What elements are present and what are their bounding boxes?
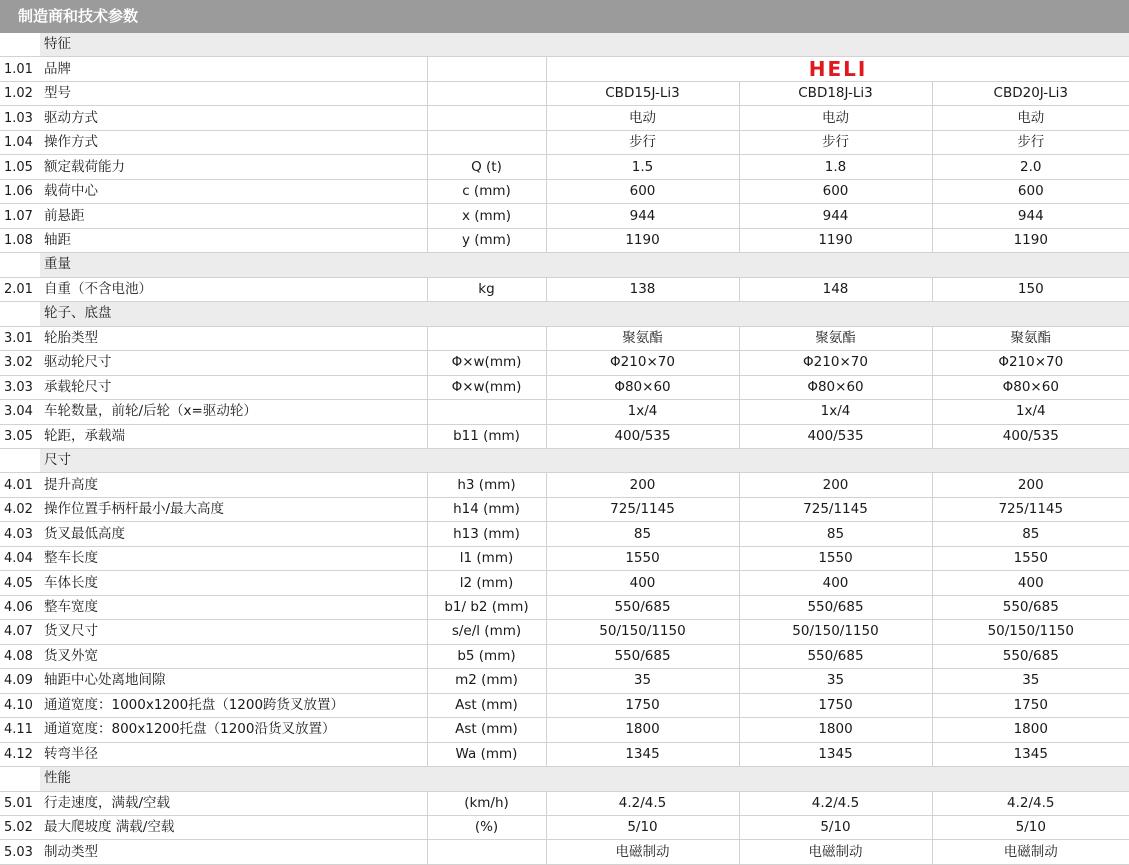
parameter-unit: kg — [427, 277, 546, 301]
row-number: 4.12 — [0, 742, 40, 766]
model-value-3: 725/1145 — [932, 497, 1129, 521]
parameter-name: 车轮数量，前轮/后轮（x=驱动轮） — [40, 400, 427, 424]
model-value-2: 1800 — [739, 718, 932, 742]
section-row — [0, 302, 1129, 326]
parameter-name: 车体长度 — [40, 571, 427, 595]
model-value-1: 5/10 — [546, 816, 739, 840]
model-value-2: 1x/4 — [739, 400, 932, 424]
table-row — [0, 718, 1129, 742]
model-value-3: 200 — [932, 473, 1129, 497]
model-value-3: 550/685 — [932, 595, 1129, 619]
row-number: 3.05 — [0, 424, 40, 448]
parameter-unit: Q (t) — [427, 155, 546, 179]
parameter-name: 行走速度，满载/空载 — [40, 791, 427, 815]
parameter-name: 轴距 — [40, 228, 427, 252]
model-value-3: 聚氨酯 — [932, 326, 1129, 350]
parameter-name: 操作位置手柄杆最小/最大高度 — [40, 497, 427, 521]
row-number: 4.06 — [0, 595, 40, 619]
model-value-2: 电动 — [739, 106, 932, 130]
model-value-3: 1800 — [932, 718, 1129, 742]
model-value-1: 725/1145 — [546, 497, 739, 521]
row-number: 1.04 — [0, 130, 40, 154]
model-value-2: Φ210×70 — [739, 351, 932, 375]
table-row — [0, 81, 1129, 105]
parameter-unit — [427, 81, 546, 105]
parameter-unit: Φ×w(mm) — [427, 375, 546, 399]
parameter-unit: l1 (mm) — [427, 546, 546, 570]
row-number: 5.01 — [0, 791, 40, 815]
row-number: 4.03 — [0, 522, 40, 546]
parameter-name: 货叉最低高度 — [40, 522, 427, 546]
spec-sheet — [0, 33, 1129, 865]
section-row — [0, 33, 1129, 57]
parameter-unit: Wa (mm) — [427, 742, 546, 766]
model-value-1: CBD15J-Li3 — [546, 81, 739, 105]
table-row — [0, 840, 1129, 864]
model-value-2: 聚氨酯 — [739, 326, 932, 350]
model-value-2: 550/685 — [739, 595, 932, 619]
parameter-unit: b11 (mm) — [427, 424, 546, 448]
model-value-1: 聚氨酯 — [546, 326, 739, 350]
model-value-1: 50/150/1150 — [546, 620, 739, 644]
model-value-3: 600 — [932, 179, 1129, 203]
parameter-unit: h14 (mm) — [427, 497, 546, 521]
table-title: 制造商和技术参数 — [18, 7, 139, 25]
table-row — [0, 351, 1129, 375]
model-value-1: 1550 — [546, 546, 739, 570]
model-value-1: 1.5 — [546, 155, 739, 179]
section-label: 特征 — [40, 33, 1129, 57]
parameter-name: 前悬距 — [40, 204, 427, 228]
parameter-unit: h13 (mm) — [427, 522, 546, 546]
parameter-name: 货叉尺寸 — [40, 620, 427, 644]
parameter-name: 轴距中心处离地间隙 — [40, 669, 427, 693]
model-value-1: 400/535 — [546, 424, 739, 448]
model-value-3: 1190 — [932, 228, 1129, 252]
table-row — [0, 57, 1129, 81]
model-value-1: 电动 — [546, 106, 739, 130]
section-label: 尺寸 — [40, 448, 1129, 472]
section-row — [0, 448, 1129, 472]
model-value-1: 步行 — [546, 130, 739, 154]
parameter-unit — [427, 130, 546, 154]
model-value-2: 50/150/1150 — [739, 620, 932, 644]
model-value-3: 1345 — [932, 742, 1129, 766]
row-number — [0, 767, 40, 791]
model-value-1: 1750 — [546, 693, 739, 717]
parameter-name: 通道宽度：800x1200托盘（1200沿货叉放置） — [40, 718, 427, 742]
row-number: 2.01 — [0, 277, 40, 301]
parameter-name: 轮距，承载端 — [40, 424, 427, 448]
model-value-2: 35 — [739, 669, 932, 693]
table-row — [0, 742, 1129, 766]
model-value-1: 944 — [546, 204, 739, 228]
table-row — [0, 644, 1129, 668]
parameter-unit: b1/ b2 (mm) — [427, 595, 546, 619]
table-row — [0, 571, 1129, 595]
model-value-3: 944 — [932, 204, 1129, 228]
model-value-1: 200 — [546, 473, 739, 497]
row-number: 1.05 — [0, 155, 40, 179]
section-label: 轮子、底盘 — [40, 302, 1129, 326]
row-number: 4.04 — [0, 546, 40, 570]
parameter-name: 轮胎类型 — [40, 326, 427, 350]
model-value-3: 电动 — [932, 106, 1129, 130]
model-value-1: Φ210×70 — [546, 351, 739, 375]
table-row — [0, 791, 1129, 815]
parameter-name: 最大爬坡度 满载/空载 — [40, 816, 427, 840]
model-value-3: Φ80×60 — [932, 375, 1129, 399]
parameter-unit — [427, 106, 546, 130]
model-value-2: 550/685 — [739, 644, 932, 668]
model-value-1: Φ80×60 — [546, 375, 739, 399]
table-row — [0, 522, 1129, 546]
model-value-3: 步行 — [932, 130, 1129, 154]
model-value-1: 550/685 — [546, 595, 739, 619]
model-value-3: 5/10 — [932, 816, 1129, 840]
model-value-2: 400 — [739, 571, 932, 595]
parameter-unit — [427, 57, 546, 81]
parameter-name: 驱动轮尺寸 — [40, 351, 427, 375]
model-value-2: CBD18J-Li3 — [739, 81, 932, 105]
parameter-unit: Ast (mm) — [427, 693, 546, 717]
parameter-name: 制动类型 — [40, 840, 427, 864]
model-value-2: 85 — [739, 522, 932, 546]
table-row — [0, 400, 1129, 424]
parameter-unit: x (mm) — [427, 204, 546, 228]
row-number: 1.03 — [0, 106, 40, 130]
model-value-2: 600 — [739, 179, 932, 203]
table-row — [0, 595, 1129, 619]
table-row — [0, 204, 1129, 228]
model-value-3: 1550 — [932, 546, 1129, 570]
model-value-1: 1190 — [546, 228, 739, 252]
parameter-name: 整车长度 — [40, 546, 427, 570]
table-row — [0, 277, 1129, 301]
parameter-unit: m2 (mm) — [427, 669, 546, 693]
model-value-1: 600 — [546, 179, 739, 203]
model-value-3: 电磁制动 — [932, 840, 1129, 864]
parameter-name: 转弯半径 — [40, 742, 427, 766]
row-number: 3.02 — [0, 351, 40, 375]
section-label: 性能 — [40, 767, 1129, 791]
table-row — [0, 155, 1129, 179]
model-value-2: Φ80×60 — [739, 375, 932, 399]
section-row — [0, 767, 1129, 791]
model-value-2: 1.8 — [739, 155, 932, 179]
model-value-3: 550/685 — [932, 644, 1129, 668]
model-value-1: 电磁制动 — [546, 840, 739, 864]
parameter-name: 提升高度 — [40, 473, 427, 497]
table-row — [0, 106, 1129, 130]
model-value-1: 35 — [546, 669, 739, 693]
row-number: 4.09 — [0, 669, 40, 693]
row-number: 4.07 — [0, 620, 40, 644]
model-value-2: 5/10 — [739, 816, 932, 840]
parameter-unit: (%) — [427, 816, 546, 840]
model-value-1: 138 — [546, 277, 739, 301]
parameter-unit: s/e/l (mm) — [427, 620, 546, 644]
model-value-2: 1550 — [739, 546, 932, 570]
parameter-name: 通道宽度：1000x1200托盘（1200跨货叉放置） — [40, 693, 427, 717]
model-value-2: 148 — [739, 277, 932, 301]
table-row — [0, 326, 1129, 350]
parameter-unit: Ast (mm) — [427, 718, 546, 742]
model-value-2: 400/535 — [739, 424, 932, 448]
parameter-name: 整车宽度 — [40, 595, 427, 619]
table-row — [0, 228, 1129, 252]
row-number — [0, 253, 40, 277]
row-number: 1.01 — [0, 57, 40, 81]
table-row — [0, 669, 1129, 693]
row-number — [0, 302, 40, 326]
table-row — [0, 816, 1129, 840]
parameter-name: 自重（不含电池） — [40, 277, 427, 301]
model-value-3: 1750 — [932, 693, 1129, 717]
model-value-2: 1750 — [739, 693, 932, 717]
section-row — [0, 253, 1129, 277]
spec-table — [0, 33, 1129, 865]
row-number: 4.10 — [0, 693, 40, 717]
row-number: 1.02 — [0, 81, 40, 105]
model-value-2: 200 — [739, 473, 932, 497]
table-row — [0, 620, 1129, 644]
row-number: 1.08 — [0, 228, 40, 252]
section-label: 重量 — [40, 253, 1129, 277]
model-value-3: 400/535 — [932, 424, 1129, 448]
model-value-3: 1x/4 — [932, 400, 1129, 424]
model-value-2: 1190 — [739, 228, 932, 252]
row-number: 1.06 — [0, 179, 40, 203]
table-row — [0, 130, 1129, 154]
row-number: 3.03 — [0, 375, 40, 399]
parameter-name: 货叉外宽 — [40, 644, 427, 668]
parameter-unit: b5 (mm) — [427, 644, 546, 668]
row-number: 3.01 — [0, 326, 40, 350]
model-value-1: 85 — [546, 522, 739, 546]
parameter-unit: h3 (mm) — [427, 473, 546, 497]
parameter-name: 载荷中心 — [40, 179, 427, 203]
parameter-unit: Φ×w(mm) — [427, 351, 546, 375]
row-number: 5.03 — [0, 840, 40, 864]
row-number: 4.08 — [0, 644, 40, 668]
row-number: 5.02 — [0, 816, 40, 840]
parameter-unit — [427, 840, 546, 864]
parameter-name: 品牌 — [40, 57, 427, 81]
parameter-name: 驱动方式 — [40, 106, 427, 130]
model-value-2: 944 — [739, 204, 932, 228]
model-value-1: 1x/4 — [546, 400, 739, 424]
row-number: 1.07 — [0, 204, 40, 228]
model-value-1: 1800 — [546, 718, 739, 742]
row-number: 4.01 — [0, 473, 40, 497]
model-value-1: 550/685 — [546, 644, 739, 668]
row-number: 4.05 — [0, 571, 40, 595]
model-value-3: 50/150/1150 — [932, 620, 1129, 644]
parameter-unit: y (mm) — [427, 228, 546, 252]
model-value-2: 4.2/4.5 — [739, 791, 932, 815]
model-value-1: 400 — [546, 571, 739, 595]
model-value-3: 35 — [932, 669, 1129, 693]
parameter-unit: (km/h) — [427, 791, 546, 815]
row-number — [0, 448, 40, 472]
model-value-2: 725/1145 — [739, 497, 932, 521]
model-value-3: 2.0 — [932, 155, 1129, 179]
model-value-2: 1345 — [739, 742, 932, 766]
heli-logo — [790, 59, 886, 79]
row-number: 4.11 — [0, 718, 40, 742]
spec-table-body — [0, 33, 1129, 864]
table-row — [0, 424, 1129, 448]
model-value-3: 4.2/4.5 — [932, 791, 1129, 815]
model-value-2: 电磁制动 — [739, 840, 932, 864]
model-value-3: 85 — [932, 522, 1129, 546]
parameter-unit — [427, 326, 546, 350]
table-row — [0, 473, 1129, 497]
parameter-name: 承载轮尺寸 — [40, 375, 427, 399]
table-row — [0, 693, 1129, 717]
row-number: 4.02 — [0, 497, 40, 521]
table-row — [0, 179, 1129, 203]
parameter-unit: l2 (mm) — [427, 571, 546, 595]
model-value-3: CBD20J-Li3 — [932, 81, 1129, 105]
table-title-bar — [0, 0, 1129, 33]
parameter-unit: c (mm) — [427, 179, 546, 203]
heli-logo-text: HELI — [808, 58, 868, 79]
model-value-3: Φ210×70 — [932, 351, 1129, 375]
model-value-1: 4.2/4.5 — [546, 791, 739, 815]
parameter-name: 额定载荷能力 — [40, 155, 427, 179]
brand-logo-cell — [546, 57, 1129, 81]
parameter-unit — [427, 400, 546, 424]
row-number — [0, 33, 40, 57]
model-value-1: 1345 — [546, 742, 739, 766]
model-value-2: 步行 — [739, 130, 932, 154]
table-row — [0, 497, 1129, 521]
row-number: 3.04 — [0, 400, 40, 424]
parameter-name: 操作方式 — [40, 130, 427, 154]
table-row — [0, 546, 1129, 570]
model-value-3: 400 — [932, 571, 1129, 595]
parameter-name: 型号 — [40, 81, 427, 105]
model-value-3: 150 — [932, 277, 1129, 301]
table-row — [0, 375, 1129, 399]
